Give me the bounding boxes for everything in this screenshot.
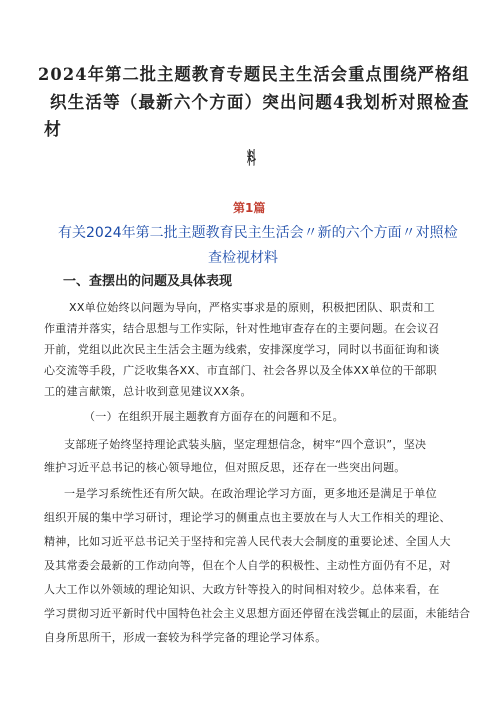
document-title-line-2: 织生活等（最新六个方面）突出问题4我划析对照检查 [50,93,470,113]
paragraph-2-line-1: （一）在组织开展主题教育方面存在的问题和不足。 [84,410,344,423]
document-title-line-4: 料 [247,149,257,169]
paragraph-4-line-3: 精神，比如习近平总书记关于坚持和完善人民代表大会制度的重要论述、全国人大 [44,535,451,548]
subtitle-line-2: 查检视材料 [208,250,278,266]
paragraph-4-line-7: 自身所思所干，形成一套较为科学完备的理论学习体系。 [44,631,327,644]
paragraph-4-line-2: 组织开展的集中学习研讨，理论学习的侧重点也主要放在与人大工作相关的理论、 [44,511,451,524]
paragraph-1-line-4: 心交流等手段，广泛收集各XX、市直部门、社会各界以及全体XX单位的干部职 [44,364,437,377]
section-number: 第1篇 [233,201,266,215]
subtitle-line-1: 有关2024年第二批主题教育民主生活会〃新的六个方面〃对照检 [58,225,458,241]
paragraph-4-line-1: 一是学习系统性还有所欠缺。在政治理论学习方面，更多地还是满足于单位 [64,487,437,500]
paragraph-4-line-5: 人大工作以外领域的理论知识、大政方针等投入的时间相对较少。总体来看，在 [44,583,440,596]
paragraph-4-line-6: 学习贯彻习近平新时代中国特色社会主义思想方面还停留在浅尝辄止的层面，未能结合 [44,607,471,620]
section-heading: 一、查摆出的问题及具体表现 [63,274,233,289]
paragraph-3-line-2: 维护习近平总书记的核心领导地位，但对照反思，还存在一些突出问题。 [44,461,406,474]
paragraph-1-line-1: XX单位始终以问题为导向，严格实事求是的原则，积极把团队、职责和工 [69,301,435,314]
paragraph-3-line-1: 支部班子始终坚持理论武装头脑，坚定理想信念，树牢“四个意识”，坚决 [64,438,427,451]
paragraph-1-line-2: 作重清并落实，结合思想与工作实际，针对性地审查存在的主要问题。在会议召 [44,322,440,335]
document-title-line-1: 2024年第二批主题教育专题民主生活会重点围绕严格组 [38,65,470,85]
document-title-line-3: 材 [44,120,63,140]
paragraph-4-line-4: 及其常委会最新的工作动向等，但在个人自学的积极性、主动性方面仍有不足，对 [44,559,451,572]
paragraph-1-line-5: 工的建言献策，总计收到意见建议XX条。 [44,385,252,398]
paragraph-1-line-3: 开前，党组以此次民主生活会主题为线索，安排深度学习，同时以书面征询和谈 [44,343,440,356]
